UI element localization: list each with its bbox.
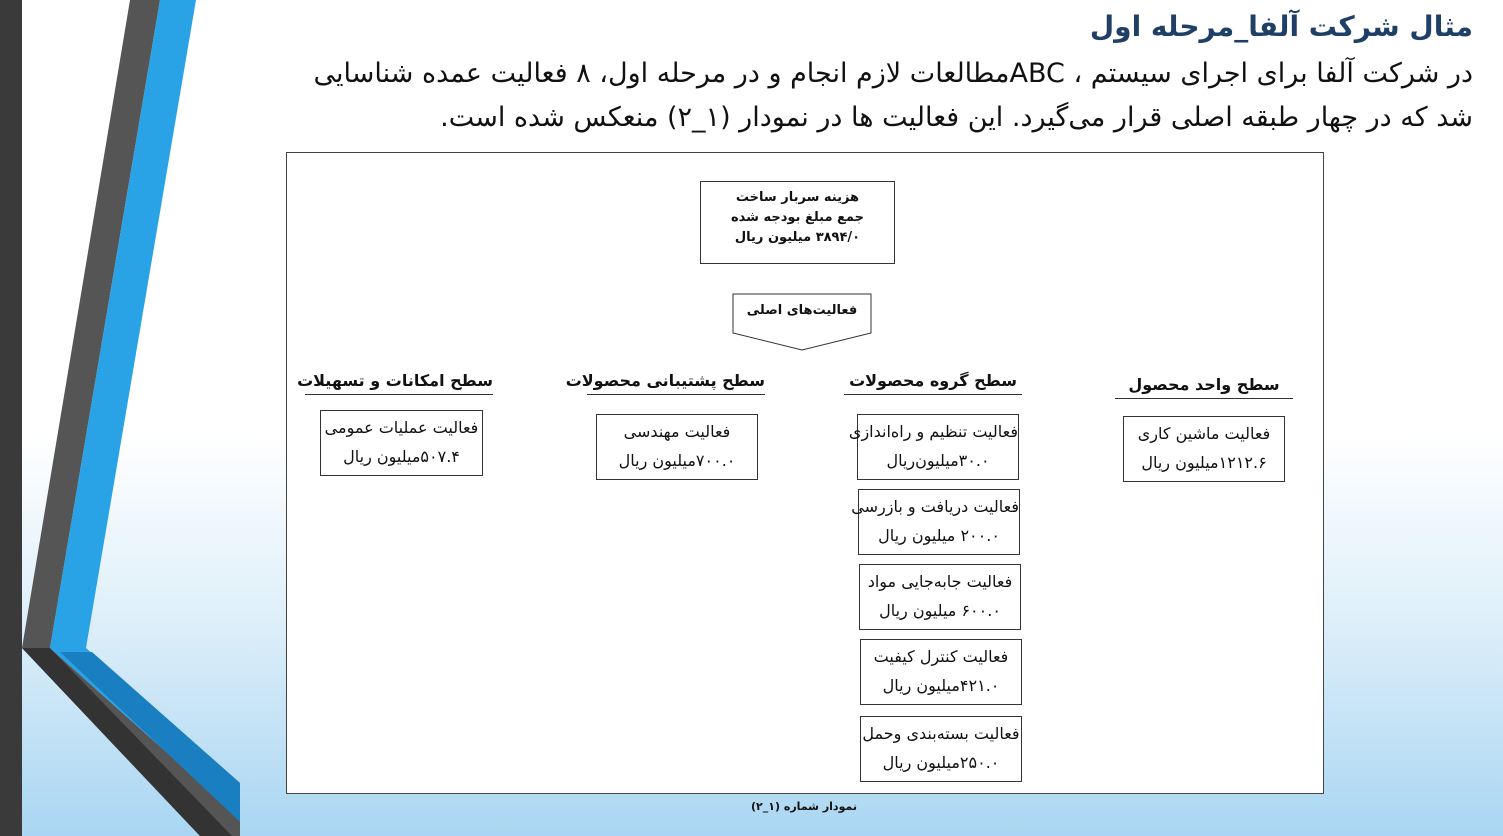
overhead-cost-box [700,181,895,264]
main-activities-arrow-shape [732,293,872,353]
activity-general-operations [320,410,483,476]
activity-name: فعالیت جابه‌جایی مواد [867,572,1013,591]
activity-amount: ۱۲۱۲.۶میلیون ریال [1141,453,1267,472]
activity-amount: ۵۰۷.۴میلیون ریال [343,447,460,466]
overhead-budget-amount: ۳۸۹۴/۰ میلیون ریال [734,230,861,245]
activity-amount: ۲۵۰.۰میلیون ریال [882,753,1000,772]
slide-title: مثال شرکت آلفا_مرحله اول [1089,10,1473,43]
activity-name: فعالیت ماشین کاری [1137,424,1271,443]
activity-material-handling [859,564,1021,630]
activity-engineering [596,414,758,480]
main-activities-label: فعالیت‌های اصلی [746,303,858,318]
activity-amount: ۲۰۰.۰ میلیون ریال [878,526,1000,545]
level-header-batch: سطح گروه محصولات [844,371,1022,395]
activity-diagram [286,152,1324,794]
overhead-budget-label: جمع مبلغ بودجه شده [730,210,864,225]
decorative-stripes [0,0,240,836]
level-header-unit: سطح واحد محصول [1115,375,1293,399]
stripe-dark-edge [0,0,22,836]
activity-setup [848,414,1019,480]
activity-amount: ۴۲۱.۰میلیون ریال [882,676,1000,695]
activity-amount: ۶۰۰.۰ میلیون ریال [879,601,1001,620]
activity-name: فعالیت مهندسی [623,422,731,441]
activity-amount: ۳۰.۰میلیون‌ریال [886,451,990,470]
activity-receiving-inspection [851,489,1020,555]
activity-name: فعالیت کنترل کیفیت [873,647,1009,666]
diagram-caption: نمودار شماره (۱_۲) [751,800,857,813]
intro-line-1: در شرکت آلفا برای اجرای سیستم ، ABCمطالعات لازم انجام و در مرحله اول، ۸ فعالیت عمده شناسایی [313,58,1473,89]
activity-amount: ۷۰۰.۰میلیون ریال [618,451,736,470]
activity-name: فعالیت دریافت و بازرسی [851,497,1019,516]
activity-name: فعالیت تنظیم و راه‌اندازی [848,422,1018,441]
intro-paragraph [273,52,1473,140]
level-header-product: سطح پشتیبانی محصولات [587,371,765,395]
stripe-gray-lower [22,648,232,836]
activity-packaging-shipping [860,716,1022,782]
overhead-cost-title: هزینه سربار ساخت [735,190,860,205]
level-header-facility: سطح امکانات و تسهیلات [305,371,493,395]
activity-name: فعالیت بسته‌بندی وحمل [862,724,1020,743]
activity-name: فعالیت عملیات عمومی [324,418,479,437]
intro-line-2: شد که در چهار طبقه اصلی قرار می‌گیرد. این فعالیت ها در نمودار (۱_۲) منعکس شده است. [440,102,1473,133]
main-activities-callout [732,293,872,353]
activity-machining [1123,416,1285,482]
activity-quality-control [860,639,1022,705]
